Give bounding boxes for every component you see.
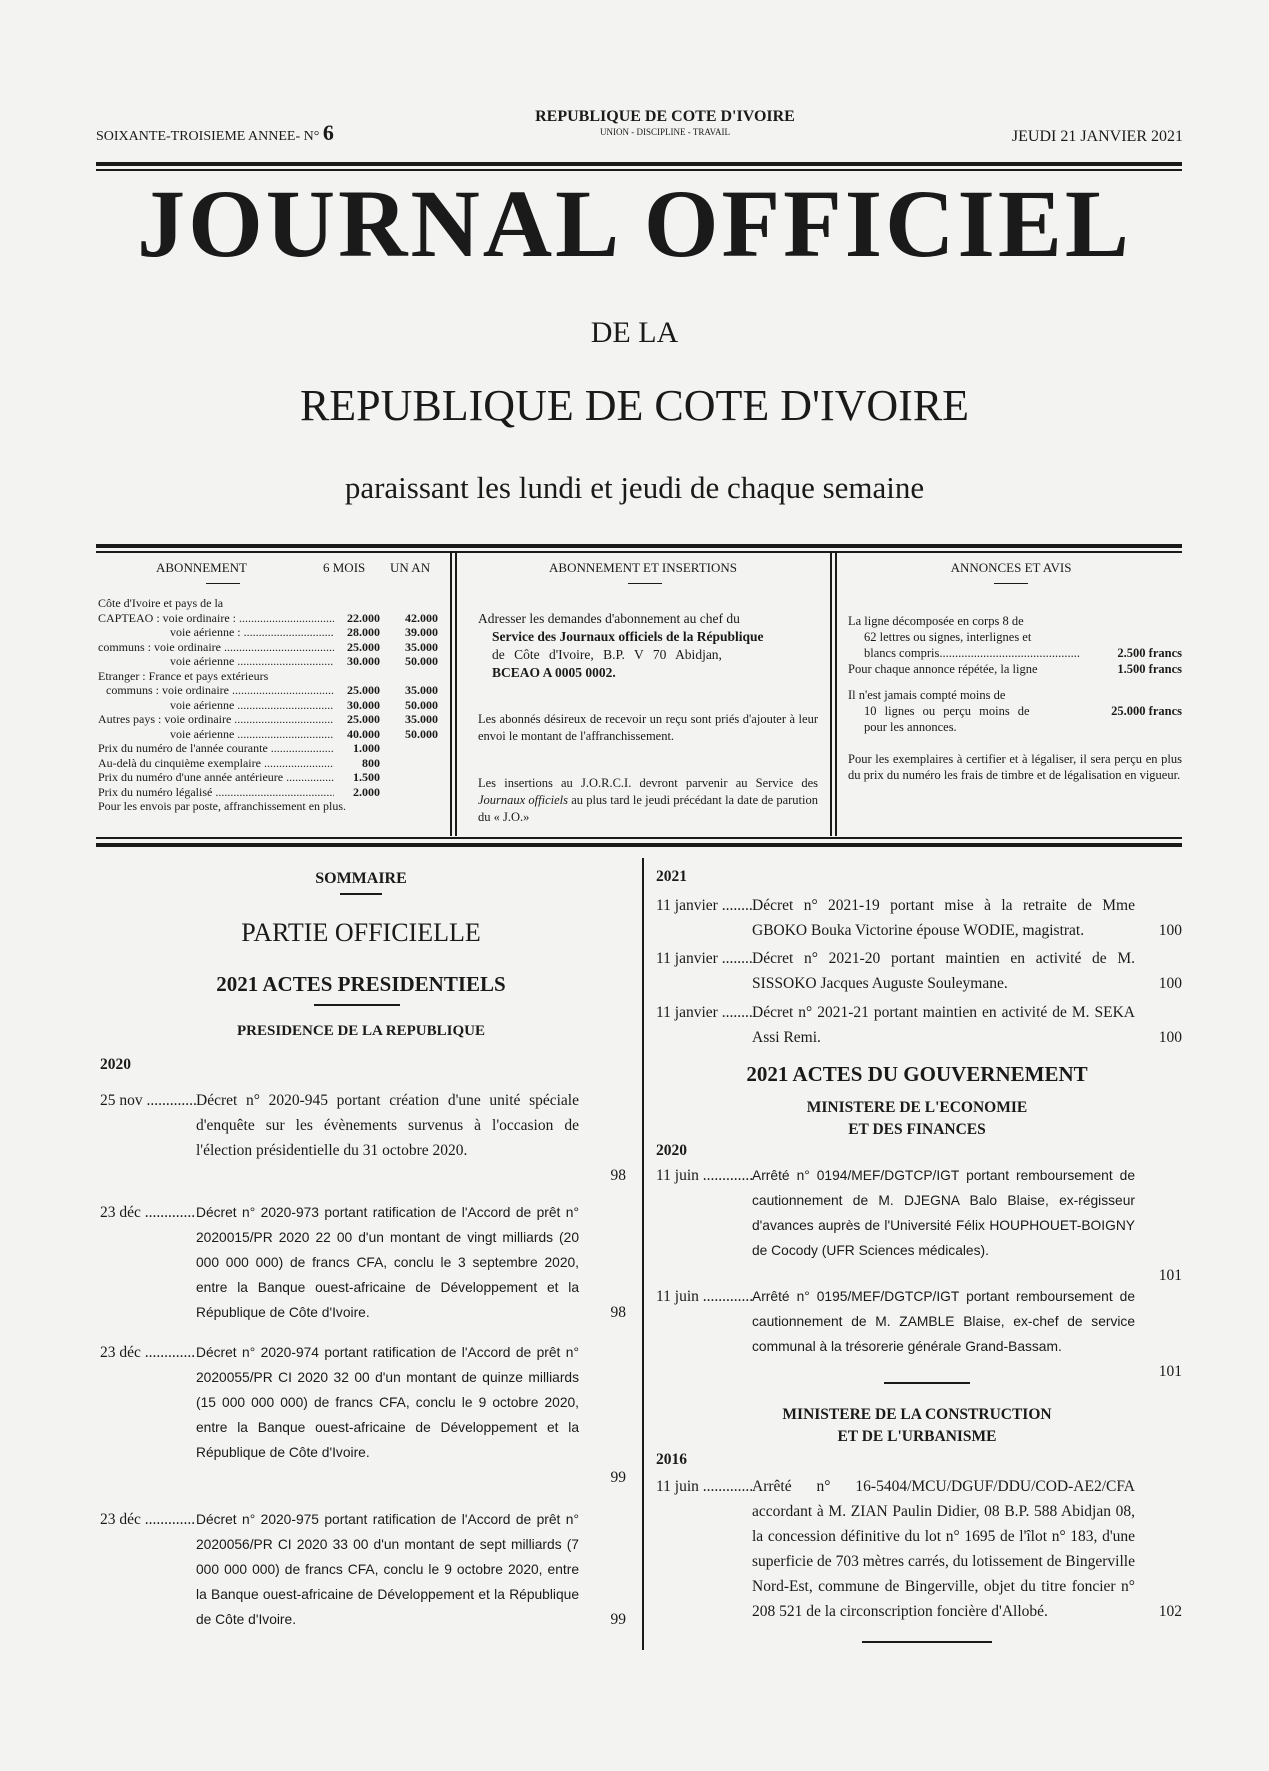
insertions-p3a: Les insertions au J.O.R.C.I. devront parvenir au Service des <box>478 776 818 790</box>
abonnement-unan: UN AN <box>390 560 431 575</box>
journal-title: JOURNAL OFFICIEL <box>137 170 1132 277</box>
entry-text: Décret n° 2020-975 portant ratification de l'Accord de prêt n° 2020056/PR CI 2020 33 00 d'un montant de sept milliards (7 000 000 000) de francs CFA, conclu le 9 octobre 2020, entre la Banque ouest-africaine de Développement et la République de Côte d'Ivoire. <box>196 1512 579 1627</box>
sommaire-entry <box>656 1163 1186 1283</box>
annonces-l3: blancs compris <box>864 646 940 660</box>
abo-label: voie aérienne ..... <box>170 727 334 742</box>
entry-text: Décret n° 2020-945 portant création d'une unité spéciale d'enquête sur les évènements survenus à l'occasion de l'élection présidentielle du 31 octobre 2020. <box>196 1092 579 1159</box>
insertions-p1a: Adresser les demandes d'abonnement au chef du <box>478 611 740 626</box>
abo-v1: 40.000 <box>347 726 380 741</box>
box-bottom-thick <box>96 843 1182 847</box>
entry-page: 99 <box>610 1469 626 1486</box>
sommaire-entry <box>100 1088 630 1198</box>
insertions-p1b: Service des Journaux officiels de la République <box>492 629 764 644</box>
insertions-p3b: Journaux officiels <box>478 793 568 807</box>
abo-row <box>98 625 438 640</box>
abonnement-heading: ABONNEMENT <box>156 560 247 575</box>
abo-label: Autres pays : voie ordinaire ..... <box>98 712 334 727</box>
entry-page: 102 <box>1158 1603 1182 1620</box>
abo-price: 1.000 <box>353 741 380 755</box>
entry-page: 100 <box>1158 922 1182 939</box>
annonces-l6: 10 lignes ou perçu moins de <box>864 704 1030 718</box>
annonces-l5: Il n'est jamais compté moins de <box>848 688 1006 702</box>
insertions-heading: ABONNEMENT ET INSERTIONS <box>549 560 737 575</box>
min-cons-line1: MINISTERE DE LA CONSTRUCTION <box>782 1406 1052 1423</box>
abo-price: 1.500 <box>353 770 380 784</box>
ministere-construction <box>652 1404 1182 1448</box>
abo-v1: 25.000 <box>347 639 380 654</box>
abo-price-row <box>98 785 438 800</box>
insertions-p3 <box>478 775 818 826</box>
abo-v2: 50.000 <box>405 697 438 712</box>
cons-end-rule <box>862 1641 992 1643</box>
entry-page: 99 <box>610 1611 626 1628</box>
issue-number: 6 <box>322 120 334 145</box>
sommaire-entry <box>656 1474 1186 1634</box>
entry-text: Décret n° 2021-20 portant maintien en activité de M. SISSOKO Jacques Auguste Souleymane. <box>752 950 1135 992</box>
entry-date: 11 janvier ..... <box>656 893 752 918</box>
min-cons-line2: ET DE L'URBANISME <box>837 1428 997 1445</box>
insertions-underline <box>628 583 662 584</box>
entry-page: 101 <box>1158 1267 1182 1284</box>
abo-label: voie aérienne ..... <box>170 698 334 713</box>
entry-text: Décret n° 2021-19 portant mise à la retraite de Mme GBOKO Bouka Victorine épouse WODIE, magistrat. <box>752 897 1135 939</box>
abo-v1: 25.000 <box>347 683 380 697</box>
abo-price-label: Prix du numéro d'une année antérieure ..... <box>98 770 334 785</box>
sommaire-entry <box>656 1000 1186 1052</box>
annee-label <box>96 120 334 146</box>
abo-row <box>98 727 438 742</box>
year-2020b: 2020 <box>656 1142 687 1159</box>
annonces-l3-dots: ............................................. <box>939 646 1080 660</box>
abo-price-row <box>98 741 438 756</box>
abo-footer: Pour les envois par poste, affranchissement en plus. <box>98 799 347 813</box>
annee-text: SOIXANTE-TROISIEME ANNEE- N° <box>96 129 320 144</box>
entry-text: Décret n° 2020-974 portant ratification de l'Accord de prêt n° 2020055/PR CI 2020 32 00 d'un montant de quinze milliards (15 000 000 000) de francs CFA, conclu le 9 octobre 2020, entre la Banque ouest-africaine de Développement et la République de Côte d'Ivoire. <box>196 1345 579 1460</box>
year-2016: 2016 <box>656 1451 687 1468</box>
abo-line2: Etranger : France et pays extérieurs <box>98 668 269 683</box>
abo-v2: 35.000 <box>405 712 438 726</box>
entry-page: 100 <box>1158 1029 1182 1046</box>
entry-date: 23 déc ..... <box>100 1200 196 1225</box>
box-bottom-thin <box>96 837 1182 839</box>
abo-label: CAPTEAO : voie ordinaire : ..... <box>98 611 334 626</box>
entry-date: 11 juin ..... <box>656 1474 752 1499</box>
annonces-l1: La ligne décomposée en corps 8 de <box>848 614 1024 628</box>
entry-page: 98 <box>610 1167 626 1184</box>
abo-label: voie aérienne : ..... <box>170 625 334 640</box>
ministere-economie <box>652 1097 1182 1141</box>
sommaire-entry <box>656 893 1186 945</box>
abo-price: 800 <box>362 755 380 770</box>
sommaire-heading: SOMMAIRE <box>315 870 407 887</box>
abo-price: 2.000 <box>353 784 380 799</box>
annonces-l8: Pour les exemplaires à certifier et à légaliser, il sera perçu en plus du prix du numéro les frais de timbre et de légalisation en vigueur. <box>848 752 1182 782</box>
annonces-heading: ANNONCES ET AVIS <box>950 560 1072 575</box>
min-eco-line1: MINISTERE DE L'ECONOMIE <box>806 1099 1028 1116</box>
sommaire-divider <box>642 858 644 1650</box>
annonces-l6-price: 25.000 francs <box>1111 704 1182 718</box>
box-sep-1 <box>450 553 452 836</box>
abo-line1: Côte d'Ivoire et pays de la <box>98 596 224 610</box>
annonces-block <box>848 613 1182 783</box>
de-la: DE LA <box>590 316 679 349</box>
entry-date: 23 déc ..... <box>100 1340 196 1365</box>
entry-page: 101 <box>1158 1363 1182 1380</box>
entry-date: 11 janvier ..... <box>656 1000 752 1025</box>
republique-text: REPUBLIQUE DE COTE D'IVOIRE <box>535 108 795 125</box>
abo-label: communs : voie ordinaire ..... <box>98 640 334 655</box>
annonces-l2: 62 lettres ou signes, interlignes et <box>864 630 1032 644</box>
abo-price-row <box>98 756 438 771</box>
abo-v2: 50.000 <box>405 726 438 741</box>
year-2020: 2020 <box>100 1056 131 1073</box>
entry-date: 25 nov ..... <box>100 1088 196 1113</box>
sommaire-entry <box>656 946 1186 998</box>
entry-text: Décret n° 2021-21 portant maintien en activité de M. SEKA Assi Remi. <box>752 1004 1135 1046</box>
annonces-l4-row <box>848 661 1182 677</box>
actes-pres-underline <box>314 1004 400 1006</box>
box-sep-2b <box>835 553 837 836</box>
abo-row <box>98 654 438 669</box>
box-sep-1b <box>455 553 457 836</box>
abonnement-6mois: 6 MOIS <box>323 560 366 575</box>
sommaire-underline <box>340 893 382 895</box>
tagline: paraissant les lundi et jeudi de chaque semaine <box>344 470 925 505</box>
abo-price-row <box>98 770 438 785</box>
insertions-p1 <box>478 610 818 682</box>
abo-row <box>98 611 438 626</box>
annonces-l3-price: 2.500 francs <box>1117 646 1182 660</box>
sommaire-entry <box>100 1507 630 1637</box>
abo-price-label: Au-delà du cinquième exemplaire ..... <box>98 756 334 771</box>
eco-end-rule <box>884 1382 970 1384</box>
annonces-l6-row <box>848 703 1182 719</box>
abo-row <box>98 698 438 713</box>
insertions-p2: Les abonnés désireux de recevoir un reçu sont priés d'ajouter à leur envoi le montant de l'affranchissement. <box>478 712 818 743</box>
box-sep-2 <box>830 553 832 836</box>
sommaire-entry <box>100 1340 630 1490</box>
year-2021: 2021 <box>656 868 687 885</box>
issue-date: JEUDI 21 JANVIER 2021 <box>1011 128 1183 145</box>
partie-officielle: PARTIE OFFICIELLE <box>241 918 481 947</box>
insertions-p1d: BCEAO A 0005 0002. <box>492 665 616 680</box>
entry-date: 23 déc ..... <box>100 1507 196 1532</box>
abo-v2: 35.000 <box>405 683 438 697</box>
annonces-l4-price: 1.500 francs <box>1117 662 1182 676</box>
entry-text: Arrêté n° 0195/MEF/DGTCP/IGT portant remboursement de cautionnement de M. ZAMBLE Blaise, ex-chef de service communal à la trésorerie générale Grand-Bassam. <box>752 1289 1135 1354</box>
sommaire-entry <box>656 1284 1186 1384</box>
actes-presidentiels: 2021 ACTES PRESIDENTIELS <box>216 972 506 996</box>
abonnement-table <box>98 596 438 814</box>
presidence-heading: PRESIDENCE DE LA REPUBLIQUE <box>237 1023 485 1039</box>
abo-v1: 30.000 <box>347 654 380 668</box>
abo-v2: 39.000 <box>405 625 438 639</box>
abo-price-label: Prix du numéro de l'année courante ..... <box>98 741 334 756</box>
abonnement-underline <box>206 583 240 584</box>
abo-row <box>98 640 438 655</box>
abo-v1: 28.000 <box>347 625 380 639</box>
header-rule-thick <box>96 162 1182 166</box>
header-republique <box>480 108 850 137</box>
entry-page: 98 <box>610 1304 626 1321</box>
actes-gouvernement: 2021 ACTES DU GOUVERNEMENT <box>746 1062 1088 1086</box>
abo-label: voie aérienne ..... <box>170 654 334 669</box>
abo-v1: 30.000 <box>347 697 380 712</box>
entry-date: 11 juin ..... <box>656 1163 752 1188</box>
sommaire-entry <box>100 1200 630 1330</box>
abo-v1: 25.000 <box>347 712 380 726</box>
abo-v2: 50.000 <box>405 654 438 668</box>
entry-date: 11 janvier ..... <box>656 946 752 971</box>
annonces-l7: pour les annonces. <box>864 720 957 734</box>
annonces-l4: Pour chaque annonce répétée, la ligne <box>848 662 1038 676</box>
abo-price-label: Prix du numéro légalisé ..... <box>98 785 334 800</box>
box-top-thick <box>96 544 1182 548</box>
entry-text: Arrêté n° 16-5404/MCU/DGUF/DDU/COD-AE2/CFA accordant à M. ZIAN Paulin Didier, 08 B.P. 588 Abidjan 08, la concession définitive du lot n° 1695 de l'îlot n° 183, d'une superficie de 703 mètres carrés, du lotissement de Bingerville Nord-Est, commune de Bingerville, objet du titre foncier n° 208 521 de la circonscription foncière d'Allobé. <box>752 1478 1135 1620</box>
insertions-p1c: de Côte d'Ivoire, B.P. V 70 Abidjan, <box>492 647 722 662</box>
abo-label: communs : voie ordinaire ..... <box>106 683 334 698</box>
abo-row <box>98 712 438 727</box>
entry-text: Décret n° 2020-973 portant ratification de l'Accord de prêt n° 2020015/PR 2020 22 00 d'un montant de vingt milliards (20 000 000 000) de francs CFA, conclu le 3 septembre 2020, entre la Banque ouest-africaine de Développement et la République de Côte d'Ivoire. <box>196 1205 579 1320</box>
devise-text: UNION - DISCIPLINE - TRAVAIL <box>600 127 730 137</box>
abo-v2: 42.000 <box>405 610 438 625</box>
insertions-p3c: au plus tard le jeudi précédant la date de parution du « J.O.» <box>478 793 818 824</box>
entry-date: 11 juin ..... <box>656 1284 752 1309</box>
entry-text: Arrêté n° 0194/MEF/DGTCP/IGT portant remboursement de cautionnement de M. DJEGNA Balo Blaise, ex-régisseur d'avances auprès de l'Université Félix HOUPHOUET-BOIGNY de Cocody (UFR Sciences médicales). <box>752 1168 1135 1258</box>
country-title: REPUBLIQUE DE COTE D'IVOIRE <box>299 381 970 430</box>
min-eco-line2: ET DES FINANCES <box>848 1121 986 1138</box>
box-top-thin <box>96 551 1182 553</box>
entry-page: 100 <box>1158 975 1182 992</box>
abo-row <box>98 683 438 698</box>
annonces-underline <box>994 583 1028 584</box>
abo-v2: 35.000 <box>405 639 438 654</box>
abo-v1: 22.000 <box>347 610 380 625</box>
annonces-l3-row <box>848 645 1182 661</box>
